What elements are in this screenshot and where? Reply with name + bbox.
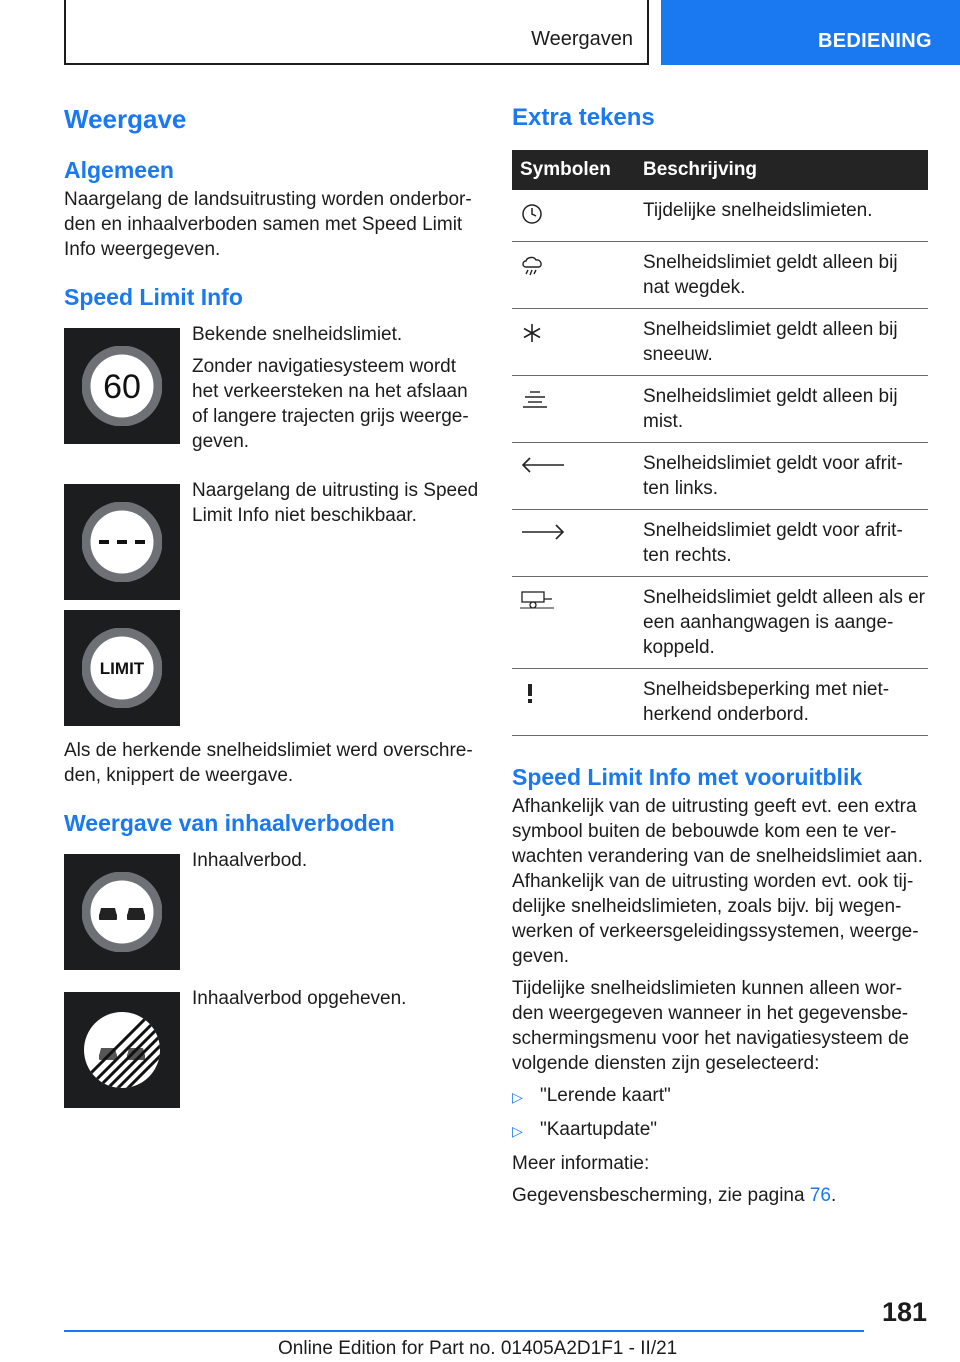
- exclamation-icon: [520, 681, 540, 705]
- sign-row-overtaking-ban: [64, 850, 482, 970]
- speed-limit-unavailable-sign: [64, 484, 180, 600]
- row-text: Snelheidslimiet geldt voor afrit-ten links.: [635, 443, 928, 510]
- overtaking-ban-icon: [82, 872, 162, 952]
- known-limit-text: Bekende snelheidslimiet.: [192, 324, 403, 345]
- speed-limit-60-value: 60: [103, 368, 141, 406]
- sign-row-60: [64, 324, 482, 454]
- header-section-box: [64, 0, 649, 65]
- triangle-bullet-icon: ▷: [512, 1089, 523, 1105]
- limit-sign-icon: [82, 628, 162, 708]
- col-description: Beschrijving: [635, 150, 928, 190]
- overtaking-ban-text: Inhaalverbod.: [192, 850, 308, 871]
- arrow-left-icon: [520, 455, 566, 475]
- speed-limit-60-sign: [64, 328, 180, 444]
- symbols-table: [512, 150, 928, 736]
- row-text: Snelheidslimiet geldt alleen als er een aanhangwagen is aange-koppeld.: [635, 577, 928, 669]
- list-item: [512, 1117, 928, 1144]
- fog-icon: [520, 388, 550, 412]
- table-row: [512, 669, 928, 736]
- row-text: Tijdelijke snelheidslimieten.: [635, 190, 928, 242]
- list-item-text: "Kaartupdate": [540, 1119, 658, 1140]
- table-row: [512, 190, 928, 242]
- header-chapter-title: BEDIENING: [818, 30, 932, 52]
- services-list: [512, 1083, 928, 1144]
- sign-row-limit: [64, 610, 482, 726]
- more-info-text: Meer informatie:: [512, 1153, 650, 1174]
- overtaking-lifted-icon: [82, 1010, 162, 1090]
- reference-end: .: [831, 1185, 837, 1206]
- speed-limit-60-icon: [82, 346, 162, 426]
- overtaking-ban-sign: [64, 854, 180, 970]
- general-text: Naargelang de landsuitrusting worden onderbor-den en inhaalverboden samen met Speed Limit Info weergegeven.: [64, 189, 472, 260]
- header-chapter-tab: [661, 0, 960, 65]
- table-row: [512, 577, 928, 669]
- header-section-title: Weergaven: [531, 28, 633, 50]
- row-text: Snelheidslimiet geldt alleen bij mist.: [635, 376, 928, 443]
- sign-row-overtaking-lifted: [64, 988, 482, 1108]
- trailer-icon: [520, 589, 554, 611]
- triangle-bullet-icon: ▷: [512, 1123, 523, 1139]
- heading-vooruitblik: Speed Limit Info met vooruitblik: [512, 764, 863, 790]
- no-nav-text: Zonder navigatiesysteem wordt het verkeersteken na het afslaan of langere trajecten grijs weerge-geven.: [192, 356, 469, 452]
- section-title-weergave: Weergave: [64, 104, 187, 134]
- col-symbols: Symbolen: [512, 150, 635, 190]
- left-column: [64, 100, 482, 1108]
- table-row: [512, 510, 928, 577]
- row-text: Snelheidsbeperking met niet-herkend onderbord.: [635, 669, 928, 736]
- flash-text: Als de herkende snelheidslimiet werd overschre-den, knippert de weergave.: [64, 740, 473, 786]
- sign-row-unavailable: [64, 480, 482, 600]
- heading-speed-limit-info: Speed Limit Info: [64, 284, 243, 310]
- table-row: [512, 376, 928, 443]
- preview-paragraph-2: Tijdelijke snelheidslimieten kunnen alleen wor-den weergegeven wanneer in het gegevensbe-schermingsmenu voor het navigatiesysteem de volgende diensten zijn geselecteerd:: [512, 978, 910, 1074]
- unavailable-text: Naargelang de uitrusting is Speed Limit Info niet beschikbaar.: [192, 480, 479, 526]
- heading-extra-tekens: Extra tekens: [512, 104, 655, 131]
- dashes-sign-icon: [82, 502, 162, 582]
- row-text: Snelheidslimiet geldt alleen bij sneeuw.: [635, 309, 928, 376]
- page-link[interactable]: 76: [809, 1185, 831, 1206]
- rain-cloud-icon: [520, 254, 546, 278]
- row-text: Snelheidslimiet geldt alleen bij nat wegdek.: [635, 242, 928, 309]
- limit-sign-text: LIMIT: [99, 659, 145, 678]
- clock-icon: [520, 202, 544, 226]
- heading-algemeen: Algemeen: [64, 157, 174, 183]
- preview-paragraph-1: Afhankelijk van de uitrusting geeft evt. een extra symbool buiten de bebouwde kom een te ver-wachten verandering van de snelheidslimiet aan. Afhankelijk van de uitrusting worden evt. ook tij-delijke snelheidslimieten, zoals bijv. bij wegen-werken of verkeersgeleidingssystemen, weerge-geven.: [512, 796, 923, 967]
- overtaking-lifted-text: Inhaalverbod opgeheven.: [192, 988, 407, 1009]
- table-row: [512, 443, 928, 510]
- table-header-row: [512, 150, 928, 190]
- right-column: [512, 100, 928, 1208]
- heading-inhaalverboden: Weergave van inhaalverboden: [64, 810, 395, 836]
- list-item-text: "Lerende kaart": [540, 1085, 671, 1106]
- page-number: 181: [881, 1297, 927, 1327]
- snowflake-icon: [520, 321, 544, 345]
- list-item: [512, 1083, 928, 1110]
- row-text: Snelheidslimiet geldt voor afrit-ten rechts.: [635, 510, 928, 577]
- reference-text: Gegevensbescherming, zie pagina: [512, 1185, 810, 1206]
- limit-sign: [64, 610, 180, 726]
- table-row: [512, 242, 928, 309]
- arrow-right-icon: [520, 522, 566, 542]
- reference-line: [512, 1183, 928, 1208]
- table-row: [512, 309, 928, 376]
- footer-rule: [64, 1330, 864, 1332]
- footer-edition: Online Edition for Part no. 01405A2D1F1 - II/21: [278, 1338, 678, 1359]
- overtaking-lifted-sign: [64, 992, 180, 1108]
